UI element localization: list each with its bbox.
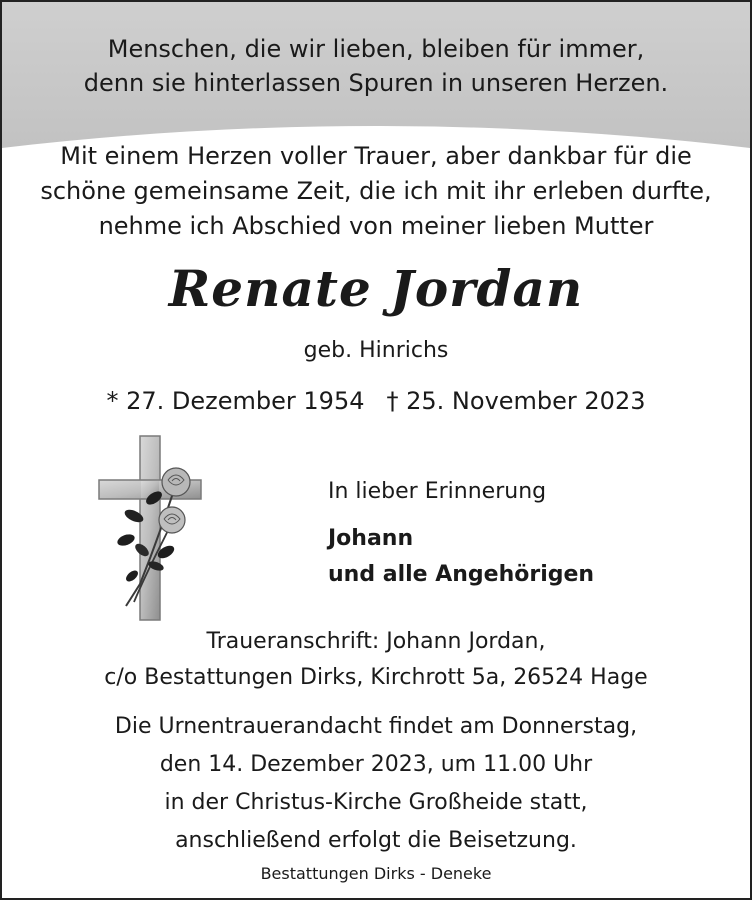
quote-line: Menschen, die wir lieben, bleiben für immer, xyxy=(107,35,645,63)
mourning-address xyxy=(2,624,750,696)
signer-name: Johann xyxy=(328,526,414,551)
signers xyxy=(328,521,728,593)
ceremony-line: anschließend erfolgt die Beisetzung. xyxy=(175,828,577,853)
signer-name: und alle Angehörigen xyxy=(328,562,595,587)
cross-with-roses-icon xyxy=(96,434,206,624)
life-dates xyxy=(2,384,750,418)
address-line: Traueranschrift: Johann Jordan, xyxy=(206,629,546,654)
memorial-quote xyxy=(2,32,750,100)
intro-line: schöne gemeinsame Zeit, die ich mit ihr erleben durfte, xyxy=(40,177,712,205)
ceremony-line: den 14. Dezember 2023, um 11.00 Uhr xyxy=(159,752,593,777)
ceremony-line: in der Christus-Kirche Großheide statt, xyxy=(164,790,588,815)
intro-line: Mit einem Herzen voller Trauer, aber dankbar für die xyxy=(60,142,692,170)
maiden-name: geb. Hinrichs xyxy=(303,338,449,363)
birth-date: * 27. Dezember 1954 xyxy=(106,387,365,415)
ceremony-info xyxy=(2,708,750,860)
undertaker-name: Bestattungen Dirks - Deneke xyxy=(260,864,492,883)
ceremony-line: Die Urnentrauerandacht findet am Donnerstag, xyxy=(114,714,638,739)
death-date: † 25. November 2023 xyxy=(386,387,646,415)
intro-text xyxy=(2,139,750,244)
deceased-name: Renate Jordan xyxy=(168,259,584,318)
address-line: c/o Bestattungen Dirks, Kirchrott 5a, 26524 Hage xyxy=(104,665,648,690)
quote-line: denn sie hinterlassen Spuren in unseren Herzen. xyxy=(83,69,669,97)
intro-line: nehme ich Abschied von meiner lieben Mutter xyxy=(98,212,654,240)
memory-label: In lieber Erinnerung xyxy=(328,479,547,504)
